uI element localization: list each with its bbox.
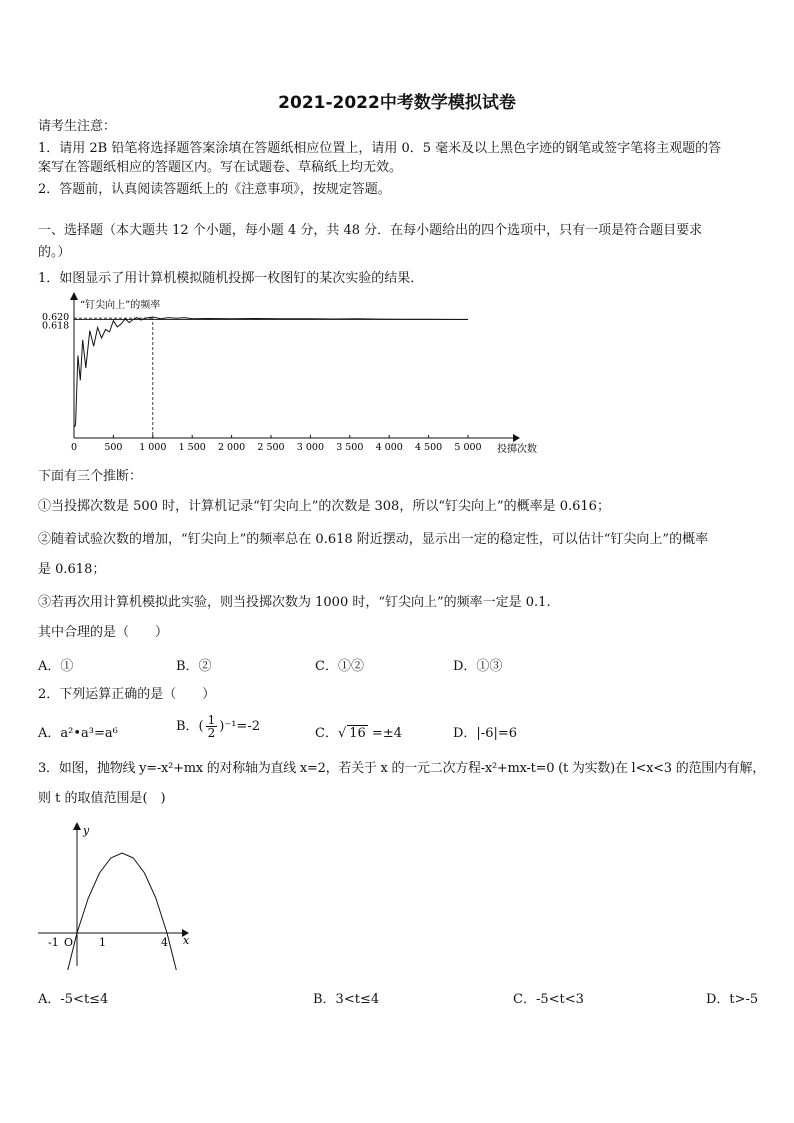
x-tick-label: 4 500 (414, 442, 443, 453)
q1-statement-3: ③若再次用计算机模拟此实验，则当投掷次数为 1000 时，“钉尖向上”的频率一定是 0.1. (38, 595, 551, 610)
q1-option-b[interactable]: B．② (176, 659, 212, 674)
y-axis-label: y (83, 824, 90, 837)
q1-statement-2a: ②随着试验次数的增加，“钉尖向上”的频率总在 0.618 附近摆动，显示出一定的稳定性，可以估计“钉尖向上”的概率 (38, 532, 709, 547)
x-tick-1: 1 (99, 936, 106, 949)
x-tick-neg1: -1 (48, 936, 59, 949)
x-tick-4: 4 (161, 936, 168, 949)
page-title: 2021-2022中考数学模拟试卷 (278, 93, 516, 113)
q3-option-c[interactable]: C．-5<t<3 (513, 992, 584, 1007)
parabola-curve (66, 853, 179, 970)
q2-c-suffix: =±4 (367, 726, 402, 741)
y-axis-label: “钉尖向上”的频率 (80, 300, 161, 311)
x-tick-label: 500 (104, 442, 123, 453)
q2-option-b[interactable] (176, 714, 260, 739)
q2-c-radicand: 16 (349, 726, 366, 741)
x-tick-label: 1 500 (178, 442, 206, 453)
y-tick-0618: 0.618 (42, 320, 70, 332)
x-tick-label: 0 (70, 442, 78, 453)
sqrt-icon: √ (337, 726, 347, 741)
x-tick-label: 1 000 (139, 442, 167, 453)
q2-b-prefix: B．( (176, 719, 204, 734)
q3-option-d[interactable]: D．t>-5 (706, 992, 759, 1007)
notice-line-2: 案写在答题纸相应的答题区内。写在试题卷、草稿纸上均无效。 (38, 160, 403, 175)
x-axis-label: x (183, 934, 190, 947)
q3-stem-2: 则 t 的取值范围是( ) (38, 791, 166, 806)
q1-stem: 1．如图显示了用计算机模拟随机投掷一枚图钉的某次实验的结果． (38, 271, 424, 286)
section-heading-2: 的。） (38, 245, 71, 260)
x-axis-label: 投掷次数 (497, 444, 537, 455)
parabola-graph (38, 820, 198, 970)
origin-label: O (64, 936, 74, 949)
notice-heading: 请考生注意： (38, 119, 117, 134)
x-tick-label: 3 000 (296, 442, 325, 453)
q2-option-c[interactable] (315, 722, 402, 741)
q2-option-d[interactable]: D．|-6|=6 (453, 726, 518, 741)
q2-c-prefix: C． (315, 726, 338, 741)
q2-b-suffix: )⁻¹=-2 (219, 719, 260, 734)
q2-b-numerator: 1 (207, 713, 216, 727)
x-tick-label: 3 500 (336, 442, 364, 453)
q1-option-d[interactable]: D．①③ (453, 659, 503, 674)
x-tick-label: 2 500 (257, 442, 285, 453)
frequency-chart (38, 292, 558, 458)
notice-line-1: 1．请用 2B 铅笔将选择题答案涂填在答题纸相应位置上，请用 0．5 毫米及以上黑色字迹的钢笔或签字笔将主观题的答 (38, 141, 722, 156)
q1-intro: 下面有三个推断： (38, 469, 143, 484)
q1-statement-1: ①当投掷次数是 500 时，计算机记录“钉尖向上”的次数是 308，所以“钉尖向上”的概率是 0.616； (38, 499, 610, 514)
q3-option-b[interactable]: B．3<t≤4 (313, 992, 380, 1007)
q2-stem: 2．下列运算正确的是（ ） (38, 687, 216, 702)
notice-line-3: 2．答题前，认真阅读答题纸上的《注意事项》，按规定答题。 (38, 182, 391, 197)
q1-option-a[interactable]: A．① (38, 659, 74, 674)
q1-ask: 其中合理的是（ ） (38, 625, 169, 640)
x-tick-label: 5 000 (454, 442, 482, 453)
q2-b-fraction (206, 714, 218, 739)
section-heading-1: 一、选择题（本大题共 12 个小题，每小题 4 分，共 48 分．在每小题给出的四个选项中，只有一项是符合题目要求 (38, 223, 703, 238)
q2-b-denominator: 2 (207, 726, 216, 740)
q1-statement-2b: 是 0.618； (38, 562, 106, 577)
q1-option-c[interactable]: C．①② (315, 659, 364, 674)
q3-option-a[interactable]: A．-5<t≤4 (38, 992, 109, 1007)
y-axis-arrow-icon (73, 822, 81, 830)
y-tick-0620: 0.620 (42, 312, 70, 324)
q2-option-a[interactable]: A．a²•a³=a⁶ (38, 726, 118, 741)
x-tick-label: 4 000 (375, 442, 403, 453)
q3-stem-1: 3．如图，抛物线 y=-x²+mx 的对称轴为直线 x=2，若关于 x 的一元二次方程-x²+mx-t=0 (t 为实数)在 l<x<3 的范围内有解， (38, 761, 765, 776)
x-tick-label: 2 000 (217, 442, 246, 453)
